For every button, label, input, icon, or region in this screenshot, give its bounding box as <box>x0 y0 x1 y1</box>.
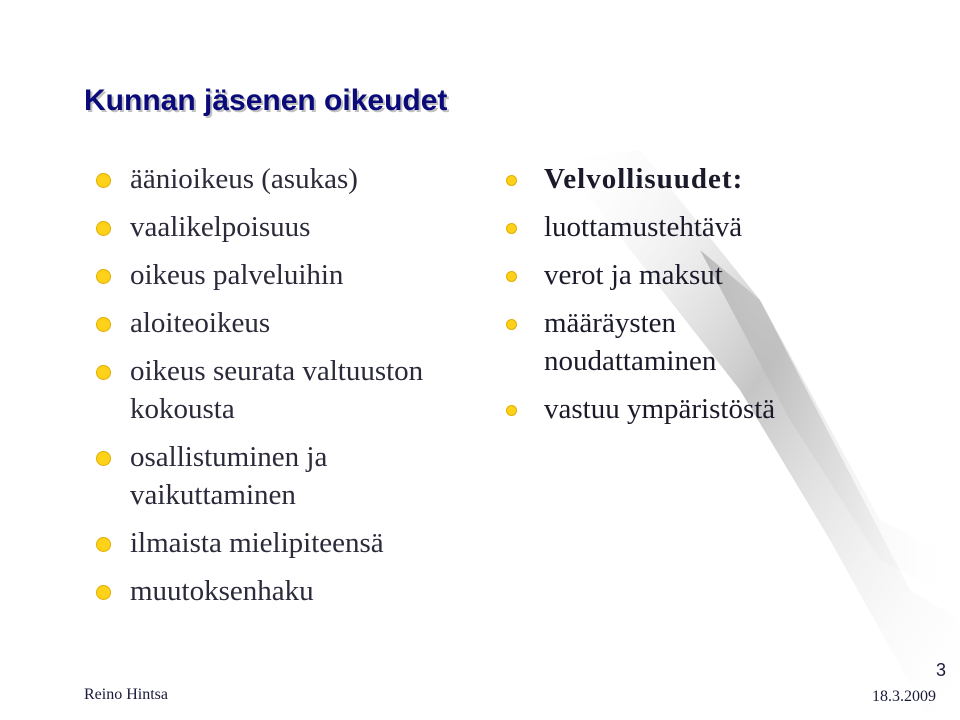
list-item <box>96 524 516 562</box>
bullet-icon <box>96 221 111 236</box>
list-item-text: ilmaista mielipiteensä <box>130 527 384 559</box>
list-item <box>506 256 926 294</box>
list-item <box>96 160 516 198</box>
duties-heading <box>506 160 926 198</box>
list-item <box>506 304 814 380</box>
list-item <box>96 304 516 342</box>
bullet-icon <box>96 317 111 332</box>
list-item-text: oikeus palveluihin <box>130 259 344 291</box>
bullet-icon <box>96 537 111 552</box>
bullet-icon <box>506 223 517 234</box>
list-item-text: oikeus seurata valtuuston kokousta <box>130 355 424 425</box>
list-item <box>506 208 926 246</box>
bullet-icon <box>506 405 517 416</box>
list-item <box>506 390 926 428</box>
list-item <box>96 352 460 428</box>
list-item <box>96 256 516 294</box>
list-item <box>96 208 516 246</box>
bullet-icon <box>506 175 517 186</box>
footer-author: Reino Hintsa <box>84 686 168 703</box>
bullet-icon <box>96 585 111 600</box>
list-item-text: muutoksenhaku <box>130 575 314 607</box>
list-item-text: luottamustehtävä <box>544 211 743 243</box>
list-item-text: äänioikeus (asukas) <box>130 163 358 195</box>
list-item-text: osallistuminen ja vaikuttaminen <box>130 441 328 511</box>
list-item <box>96 572 516 610</box>
bullet-icon <box>96 173 111 188</box>
list-item-text: aloiteoikeus <box>130 307 271 339</box>
page-number: 3 <box>936 660 947 680</box>
duties-list <box>506 160 926 438</box>
slide-title: Kunnan jäsenen oikeudet <box>84 84 448 117</box>
rights-list <box>96 160 516 620</box>
bullet-icon <box>506 319 517 330</box>
footer-date: 18.3.2009 <box>872 688 936 705</box>
list-item-text: vaalikelpoisuus <box>130 211 311 243</box>
bullet-icon <box>96 269 111 284</box>
bullet-icon <box>506 271 517 282</box>
list-item-text: määräysten noudattaminen <box>544 307 717 377</box>
duties-heading-text: Velvollisuudet: <box>544 163 744 195</box>
bullet-icon <box>96 365 111 380</box>
list-item <box>96 438 460 514</box>
list-item-text: vastuu ympäristöstä <box>544 393 776 425</box>
list-item-text: verot ja maksut <box>544 259 723 291</box>
bullet-icon <box>96 451 111 466</box>
